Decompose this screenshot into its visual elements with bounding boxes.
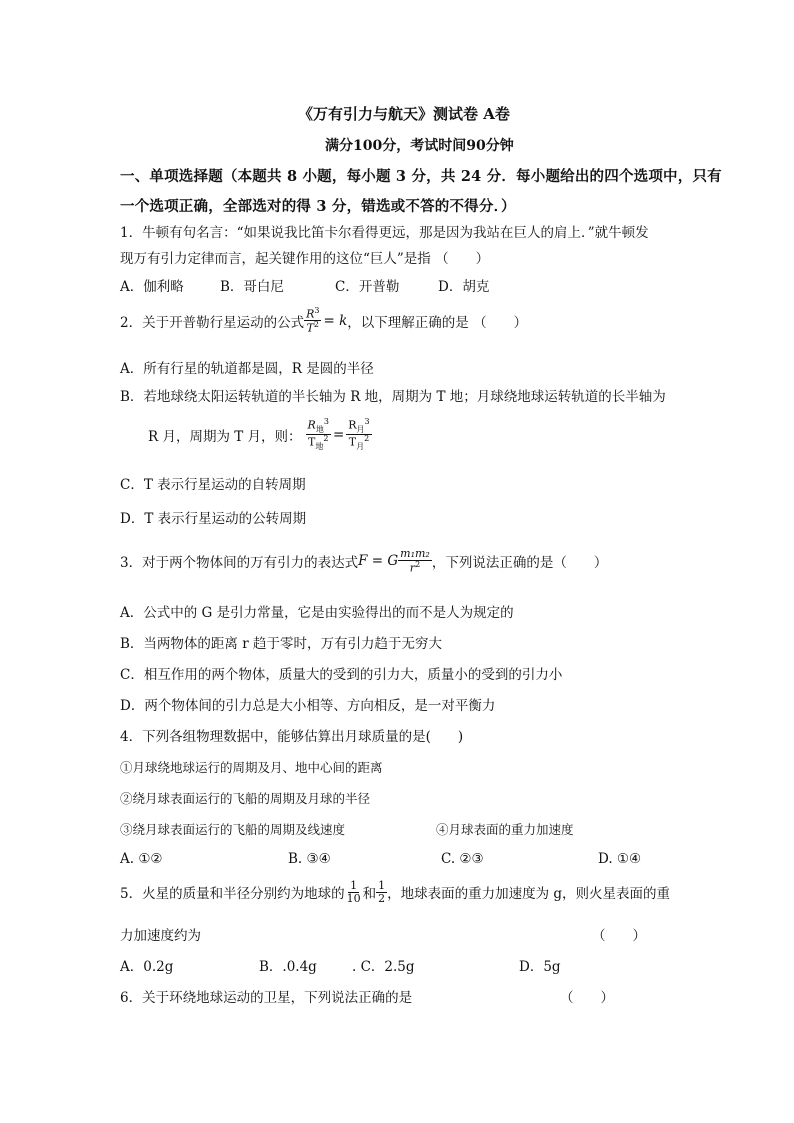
r-moon-exp: 3	[364, 417, 370, 426]
moon-ratio-fraction	[346, 418, 371, 452]
q4-item-3: ③绕月球表面运行的飞船的周期及线速度	[120, 822, 346, 837]
mass-ratio-fraction	[345, 880, 363, 905]
formula-r-exp: 3	[314, 306, 320, 315]
q4-option-a: A. ①②	[120, 851, 163, 867]
q5-option-c: . C．2.5g	[352, 959, 415, 975]
equals-sign: =	[332, 426, 345, 443]
r-earth: R	[307, 418, 316, 432]
distance-r: r	[409, 561, 416, 575]
t-earth: T	[308, 435, 316, 449]
q1-option-c: C．开普勒	[335, 279, 400, 295]
q3-option-b: B．当两物体的距离 r 趋于零时，万有引力趋于无穷大	[120, 636, 442, 652]
q3-stem	[120, 548, 607, 574]
q3-option-a: A．公式中的 G 是引力常量，它是由实验得出的而不是人为规定的	[120, 605, 514, 621]
radius-ratio-fraction	[376, 880, 387, 905]
q2-option-c: C．T 表示行星运动的自转周期	[120, 477, 306, 493]
q2-option-b-line2	[148, 418, 372, 452]
q1-stem-line1: 1．牛顿有句名言：“如果说我比笛卡尔看得更远，那是因为我站在巨人的肩上．”就牛顿发	[120, 225, 649, 241]
q5-option-d: D．5g	[519, 959, 561, 975]
q4-item-1: ①月球绕地球运行的周期及月、地中心间的距离	[120, 760, 383, 775]
mass-product: m₁m₂	[400, 547, 430, 560]
gravitation-fraction	[398, 548, 432, 574]
q3-stem-prefix: 3．对于两个物体间的万有引力的表达式	[120, 555, 359, 572]
formula-t: T	[306, 321, 314, 335]
q4-option-d: D. ①④	[598, 851, 642, 867]
earth-ratio-fraction	[306, 418, 331, 452]
q5-stem-prefix: 5．火星的质量和半径分别约为地球的	[120, 886, 345, 903]
q5-stem-line2: 力加速度约为	[120, 928, 201, 944]
q6-stem: 6．关于环绕地球运动的卫星，下列说法正确的是	[120, 990, 413, 1006]
q5-stem-line1	[120, 880, 670, 905]
q4-item-4: ④月球表面的重力加速度	[436, 822, 574, 837]
q1-option-a: A．伽利略	[120, 279, 184, 295]
gravitation-formula-lhs: F = G	[358, 553, 399, 570]
q5-option-a: A．0.2g	[120, 959, 174, 975]
q2-option-b-line1: B．若地球绕太阳运转轨道的半长轴为 R 地，周期为 T 地；月球绕地球运转轨道的长半轴为	[120, 389, 666, 405]
q3-stem-suffix: ，下列说法正确的是（ ）	[431, 555, 608, 572]
q3-option-d: D．两个物体间的引力总是大小相等、方向相反，是一对平衡力	[120, 698, 496, 714]
q4-option-b: B. ③④	[288, 851, 331, 867]
t-moon-sub: 月	[356, 442, 365, 452]
q1-stem-line2: 现万有引力定律而言，起关键作用的这位“巨人”是指 （ ）	[120, 251, 490, 267]
q2-option-b-prefix: R 月，周期为 T 月，则：	[148, 428, 302, 445]
q5-answer-paren: （ ）	[592, 928, 646, 944]
r-earth-sub: 地	[315, 424, 324, 434]
q2-option-a: A．所有行星的轨道都是圆，R 是圆的半径	[120, 361, 374, 377]
r-moon-sub: 月	[356, 424, 365, 434]
radius-ratio-den: 2	[378, 891, 386, 905]
distance-exp: 2	[415, 559, 421, 569]
q5-option-b: B．.0.4g	[259, 959, 317, 975]
mass-ratio-den: 10	[346, 891, 361, 905]
q6-answer-paren: （ ）	[560, 990, 614, 1006]
radius-ratio-num: 1	[378, 879, 386, 892]
r-earth-exp: 3	[323, 417, 329, 426]
section-heading-line2: 一个选项正确，全部选对的得 3 分，错选或不答的不得分．）	[120, 198, 516, 215]
q5-stem-suffix: ，地球表面的重力加速度为 g，则火星表面的重	[387, 886, 671, 903]
t-moon-exp: 2	[364, 434, 370, 444]
exam-subtitle: 满分100分，考试时间90分钟	[325, 138, 514, 154]
formula-r: R	[306, 307, 315, 321]
q1-option-d: D．胡克	[438, 279, 490, 295]
t-moon: T	[348, 435, 357, 449]
formula-rhs: = k	[323, 312, 348, 329]
q4-option-c: C. ②③	[441, 851, 484, 867]
exam-title: 《万有引力与航天》测试卷 A卷	[298, 105, 510, 123]
q2-stem	[120, 307, 527, 335]
t-earth-exp: 2	[323, 434, 329, 444]
r-moon: R	[348, 418, 357, 432]
formula-t-exp: 2	[313, 320, 319, 330]
kepler-formula	[304, 307, 321, 335]
q2-option-d: D．T 表示行星运动的公转周期	[120, 511, 307, 527]
q5-and: 和	[362, 886, 377, 903]
q1-option-b: B．哥白尼	[220, 279, 284, 295]
q2-stem-suffix: ，以下理解正确的是 （ ）	[347, 314, 528, 331]
q4-item-2: ②绕月球表面运行的飞船的周期及月球的半径	[120, 791, 371, 806]
q4-stem: 4．下列各组物理数据中，能够估算出月球质量的是( )	[120, 729, 464, 745]
q3-option-c: C．相互作用的两个物体，质量大的受到的引力大，质量小的受到的引力小	[120, 667, 563, 683]
q2-stem-prefix: 2．关于开普勒行星运动的公式	[120, 314, 305, 331]
section-heading-line1: 一、单项选择题（本题共 8 小题，每小题 3 分，共 24 分．每小题给出的四个选项中，只有	[120, 168, 722, 185]
mass-ratio-num: 1	[350, 879, 358, 892]
t-earth-sub: 地	[315, 442, 324, 452]
